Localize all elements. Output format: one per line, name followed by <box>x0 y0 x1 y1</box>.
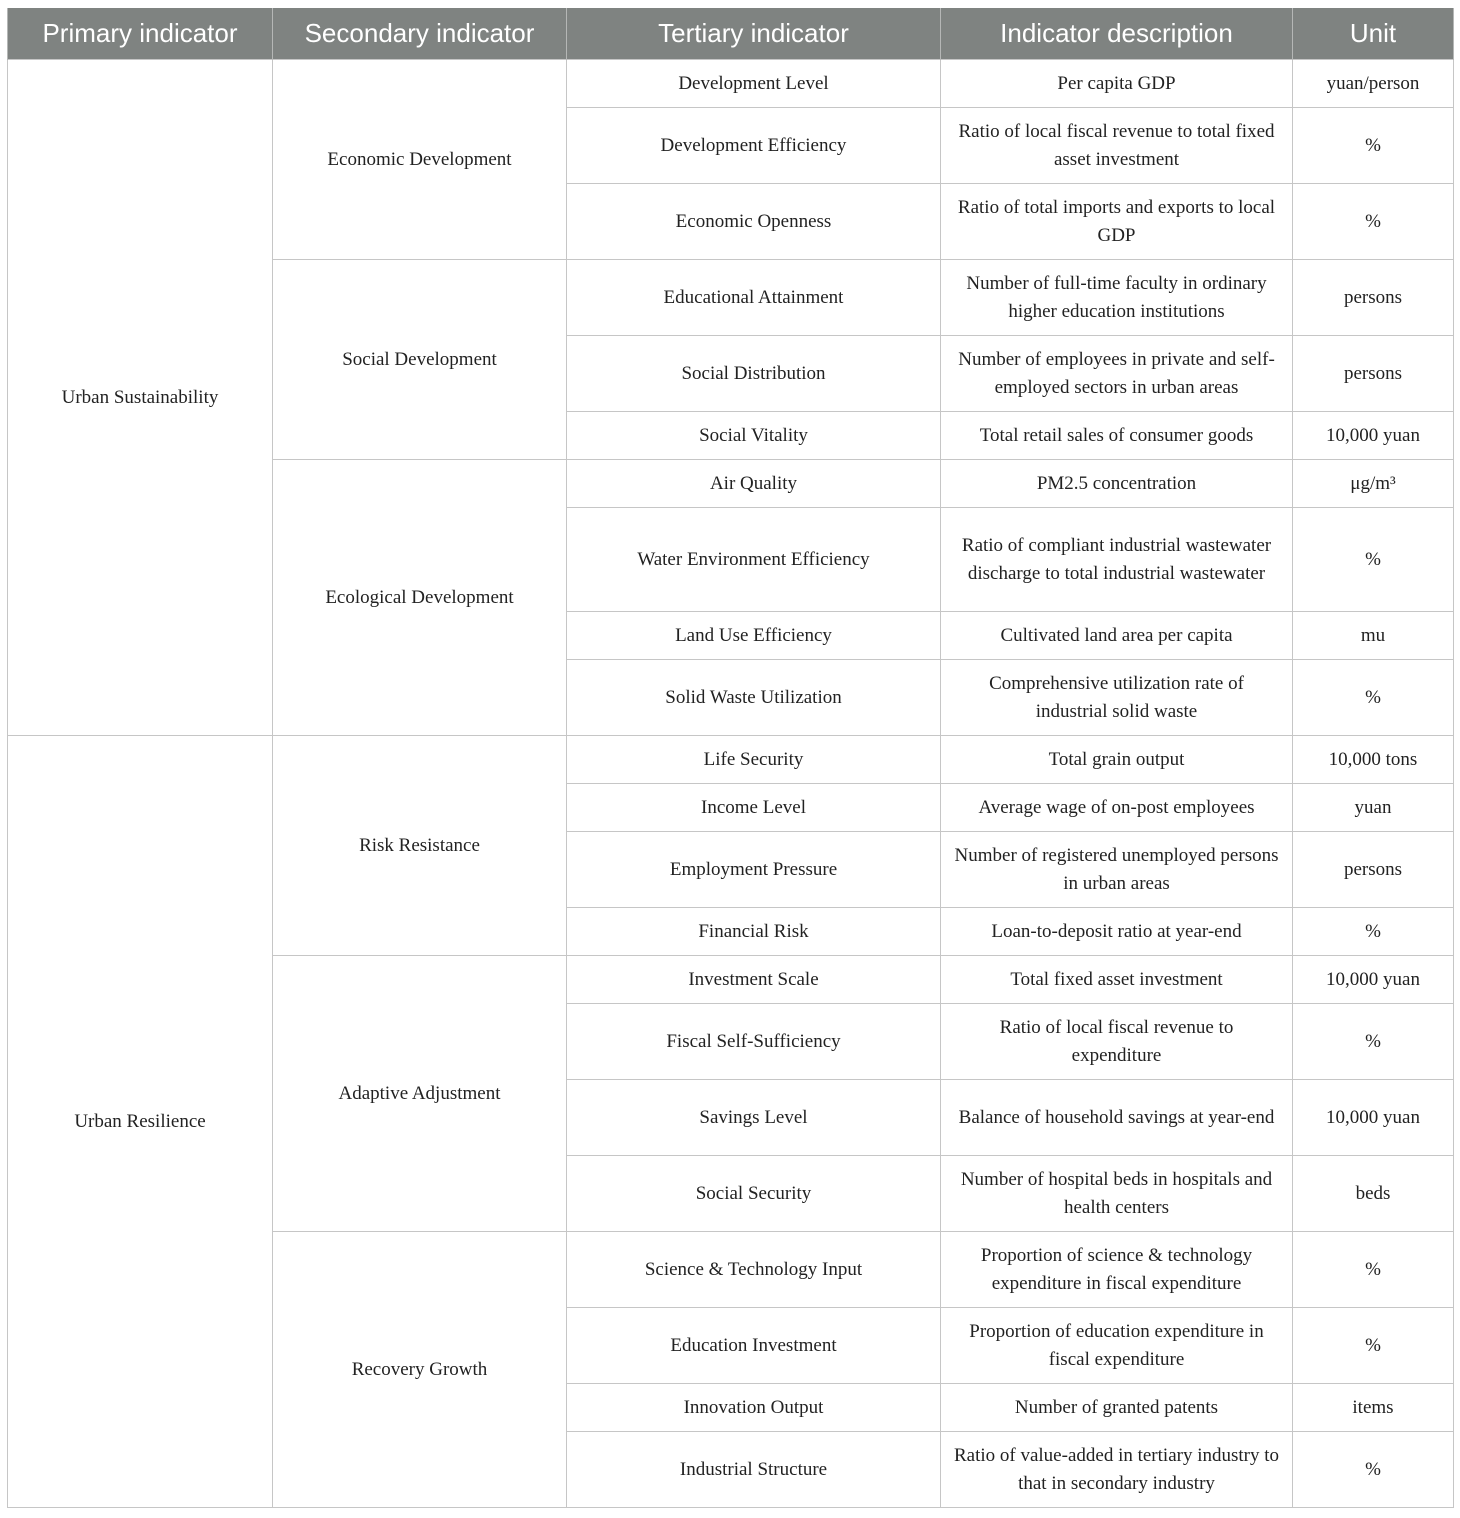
unit-cell: 10,000 tons <box>1293 736 1454 784</box>
table-body <box>8 60 1454 1508</box>
tertiary-indicator-cell: Economic Openness <box>567 184 941 260</box>
tertiary-indicator-cell: Educational Attainment <box>567 260 941 336</box>
unit-cell: yuan <box>1293 784 1454 832</box>
secondary-indicator-cell: Adaptive Adjustment <box>273 956 567 1232</box>
unit-cell: % <box>1293 184 1454 260</box>
unit-cell: items <box>1293 1384 1454 1432</box>
header-row <box>8 8 1454 60</box>
indicator-description-cell: Total fixed asset investment <box>941 956 1293 1004</box>
table-row <box>8 60 1454 108</box>
tertiary-indicator-cell: Employment Pressure <box>567 832 941 908</box>
unit-cell: % <box>1293 1232 1454 1308</box>
indicator-description-cell: Ratio of local fiscal revenue to total fixed asset investment <box>941 108 1293 184</box>
tertiary-indicator-cell: Science & Technology Input <box>567 1232 941 1308</box>
tertiary-indicator-cell: Innovation Output <box>567 1384 941 1432</box>
tertiary-indicator-cell: Development Level <box>567 60 941 108</box>
unit-cell: persons <box>1293 832 1454 908</box>
indicator-description-cell: Proportion of education expenditure in fiscal expenditure <box>941 1308 1293 1384</box>
tertiary-indicator-cell: Income Level <box>567 784 941 832</box>
tertiary-indicator-cell: Social Distribution <box>567 336 941 412</box>
unit-cell: yuan/person <box>1293 60 1454 108</box>
tertiary-indicator-cell: Air Quality <box>567 460 941 508</box>
indicator-description-cell: Total retail sales of consumer goods <box>941 412 1293 460</box>
unit-cell: persons <box>1293 260 1454 336</box>
tertiary-indicator-cell: Water Environment Efficiency <box>567 508 941 612</box>
indicator-description-cell: Ratio of local fiscal revenue to expenditure <box>941 1004 1293 1080</box>
header-unit: Unit <box>1293 8 1454 60</box>
header-secondary: Secondary indicator <box>273 8 567 60</box>
indicator-description-cell: Cultivated land area per capita <box>941 612 1293 660</box>
indicator-description-cell: Number of full-time faculty in ordinary higher education institutions <box>941 260 1293 336</box>
unit-cell: persons <box>1293 336 1454 412</box>
unit-cell: % <box>1293 660 1454 736</box>
secondary-indicator-cell: Risk Resistance <box>273 736 567 956</box>
unit-cell: μg/m³ <box>1293 460 1454 508</box>
tertiary-indicator-cell: Fiscal Self-Sufficiency <box>567 1004 941 1080</box>
unit-cell: mu <box>1293 612 1454 660</box>
tertiary-indicator-cell: Life Security <box>567 736 941 784</box>
tertiary-indicator-cell: Social Security <box>567 1156 941 1232</box>
header-tertiary: Tertiary indicator <box>567 8 941 60</box>
unit-cell: % <box>1293 1004 1454 1080</box>
indicator-description-cell: Total grain output <box>941 736 1293 784</box>
indicator-description-cell: Comprehensive utilization rate of industrial solid waste <box>941 660 1293 736</box>
indicator-description-cell: Average wage of on-post employees <box>941 784 1293 832</box>
indicator-description-cell: Ratio of total imports and exports to local GDP <box>941 184 1293 260</box>
secondary-indicator-cell: Economic Development <box>273 60 567 260</box>
tertiary-indicator-cell: Development Efficiency <box>567 108 941 184</box>
tertiary-indicator-cell: Financial Risk <box>567 908 941 956</box>
indicator-description-cell: PM2.5 concentration <box>941 460 1293 508</box>
indicator-description-cell: Number of hospital beds in hospitals and health centers <box>941 1156 1293 1232</box>
unit-cell: beds <box>1293 1156 1454 1232</box>
unit-cell: 10,000 yuan <box>1293 412 1454 460</box>
secondary-indicator-cell: Recovery Growth <box>273 1232 567 1508</box>
secondary-indicator-cell: Ecological Development <box>273 460 567 736</box>
indicator-description-cell: Number of employees in private and self-employed sectors in urban areas <box>941 336 1293 412</box>
unit-cell: % <box>1293 508 1454 612</box>
indicator-description-cell: Number of registered unemployed persons in urban areas <box>941 832 1293 908</box>
header-description: Indicator description <box>941 8 1293 60</box>
indicator-description-cell: Proportion of science & technology expenditure in fiscal expenditure <box>941 1232 1293 1308</box>
tertiary-indicator-cell: Social Vitality <box>567 412 941 460</box>
secondary-indicator-cell: Social Development <box>273 260 567 460</box>
indicator-description-cell: Loan-to-deposit ratio at year-end <box>941 908 1293 956</box>
indicator-description-cell: Number of granted patents <box>941 1384 1293 1432</box>
tertiary-indicator-cell: Savings Level <box>567 1080 941 1156</box>
unit-cell: 10,000 yuan <box>1293 956 1454 1004</box>
indicator-description-cell: Ratio of compliant industrial wastewater discharge to total industrial wastewater <box>941 508 1293 612</box>
indicator-description-cell: Balance of household savings at year-end <box>941 1080 1293 1156</box>
primary-indicator-cell: Urban Sustainability <box>8 60 273 736</box>
tertiary-indicator-cell: Industrial Structure <box>567 1432 941 1508</box>
unit-cell: % <box>1293 1432 1454 1508</box>
unit-cell: 10,000 yuan <box>1293 1080 1454 1156</box>
indicator-description-cell: Ratio of value-added in tertiary industry to that in secondary industry <box>941 1432 1293 1508</box>
unit-cell: % <box>1293 108 1454 184</box>
tertiary-indicator-cell: Investment Scale <box>567 956 941 1004</box>
indicator-table <box>7 8 1454 1508</box>
tertiary-indicator-cell: Education Investment <box>567 1308 941 1384</box>
unit-cell: % <box>1293 1308 1454 1384</box>
indicator-description-cell: Per capita GDP <box>941 60 1293 108</box>
unit-cell: % <box>1293 908 1454 956</box>
primary-indicator-cell: Urban Resilience <box>8 736 273 1508</box>
header-primary: Primary indicator <box>8 8 273 60</box>
tertiary-indicator-cell: Land Use Efficiency <box>567 612 941 660</box>
table-row <box>8 736 1454 784</box>
tertiary-indicator-cell: Solid Waste Utilization <box>567 660 941 736</box>
